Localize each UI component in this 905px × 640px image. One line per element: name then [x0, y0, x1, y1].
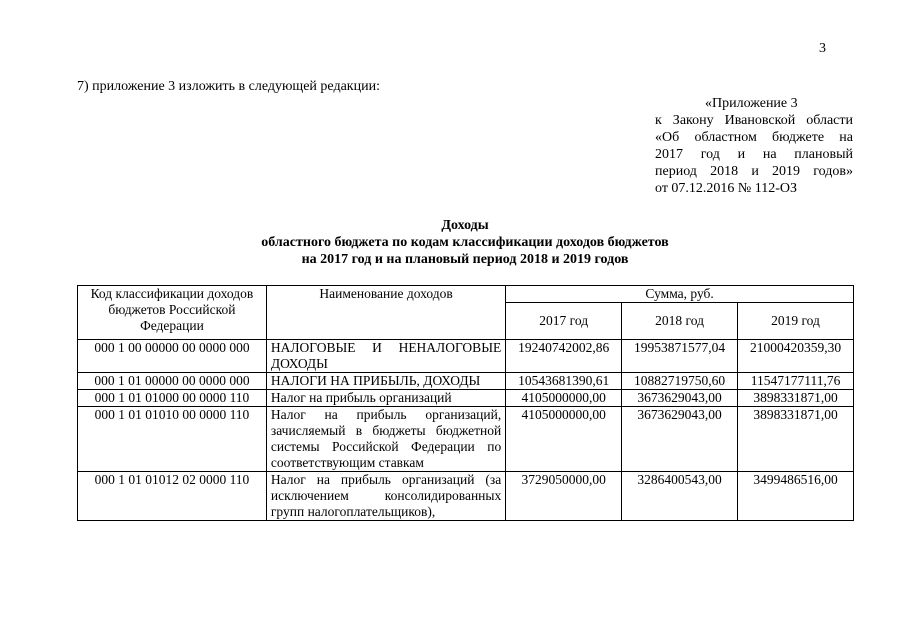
row-value-2019: 3499486516,00: [738, 472, 854, 521]
row-value-2018: 3673629043,00: [622, 407, 738, 472]
row-value-2019: 11547177111,76: [738, 373, 854, 390]
header-sum: Сумма, руб.: [506, 286, 854, 303]
document-title: [78, 217, 852, 268]
row-code: 000 1 01 00000 00 0000 000: [78, 373, 267, 390]
row-name: Налог на прибыль организаций: [266, 390, 505, 407]
row-value-2018: 10882719750,60: [622, 373, 738, 390]
row-code: 000 1 01 01012 02 0000 110: [78, 472, 267, 521]
row-value-2017: 3729050000,00: [506, 472, 622, 521]
table-row: [78, 390, 854, 407]
row-value-2017: 10543681390,61: [506, 373, 622, 390]
row-code: 000 1 01 01000 00 0000 110: [78, 390, 267, 407]
row-value-2019: 3898331871,00: [738, 390, 854, 407]
row-value-2019: 3898331871,00: [738, 407, 854, 472]
row-value-2017: 4105000000,00: [506, 407, 622, 472]
appendix-line-6: от 07.12.2016 № 112-ОЗ: [655, 181, 798, 196]
row-value-2019: 21000420359,30: [738, 340, 854, 373]
appendix-line-1: «Приложение 3: [705, 96, 798, 111]
table-header-row: [78, 286, 854, 303]
revenue-table: [77, 285, 854, 521]
row-name: НАЛОГОВЫЕ И НЕНАЛОГОВЫЕ ДОХОДЫ: [266, 340, 505, 373]
appendix-reference: [655, 95, 853, 197]
header-year-2017: 2017 год: [506, 303, 622, 340]
row-value-2017: 19240742002,86: [506, 340, 622, 373]
header-year-2018: 2018 год: [622, 303, 738, 340]
row-name: НАЛОГИ НА ПРИБЫЛЬ, ДОХОДЫ: [266, 373, 505, 390]
row-value-2018: 3286400543,00: [622, 472, 738, 521]
title-line-3: на 2017 год и на плановый период 2018 и 2019 годов: [301, 252, 629, 267]
row-value-2017: 4105000000,00: [506, 390, 622, 407]
table-row: [78, 472, 854, 521]
title-line-1: Доходы: [441, 218, 489, 233]
page-number: 3: [819, 41, 826, 56]
appendix-line-3: «Об областном бюджете на: [655, 130, 853, 145]
header-year-2019: 2019 год: [738, 303, 854, 340]
row-name: Налог на прибыль организаций (за исключением консолидированных групп налогоплательщиков),: [266, 472, 505, 521]
row-value-2018: 3673629043,00: [622, 390, 738, 407]
table-row: [78, 373, 854, 390]
table-row: [78, 340, 854, 373]
appendix-line-5: период 2018 и 2019 годов»: [655, 164, 853, 179]
row-code: 000 1 01 01010 00 0000 110: [78, 407, 267, 472]
row-name: Налог на прибыль организаций, зачисляемый в бюджеты бюджетной системы Российской Федерации по соответствующим ставкам: [266, 407, 505, 472]
row-value-2018: 19953871577,04: [622, 340, 738, 373]
title-line-2: областного бюджета по кодам классификации доходов бюджетов: [261, 235, 669, 250]
appendix-line-2: к Закону Ивановской области: [655, 113, 853, 128]
row-code: 000 1 00 00000 00 0000 000: [78, 340, 267, 373]
table-row: [78, 407, 854, 472]
header-code: Код классификации доходов бюджетов Российской Федерации: [78, 286, 267, 340]
header-name: Наименование доходов: [266, 286, 505, 340]
intro-text: 7) приложение 3 изложить в следующей редакции:: [77, 79, 380, 94]
appendix-line-4: 2017 год и на плановый: [655, 147, 853, 162]
